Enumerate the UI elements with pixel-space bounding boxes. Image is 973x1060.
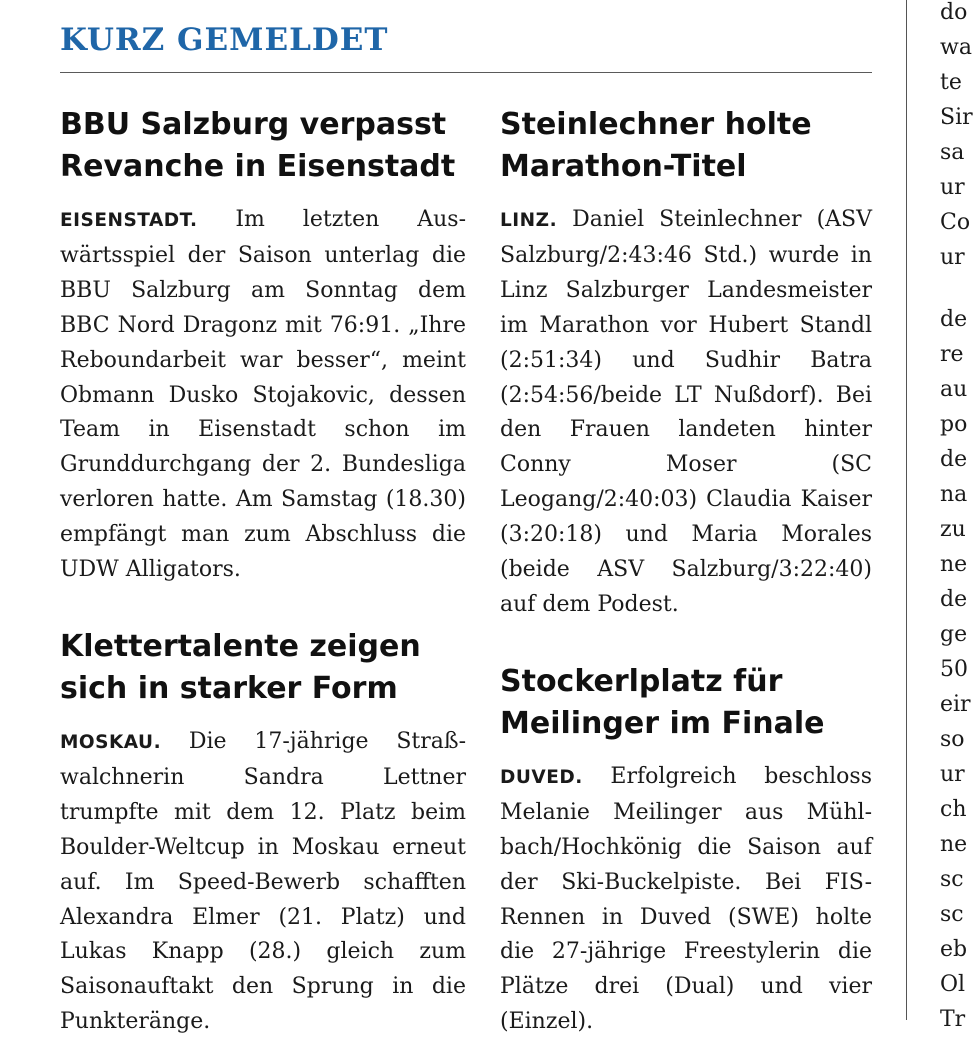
article-dateline: MOSKAU. xyxy=(60,731,162,753)
article-headline: Klettertalente zeigen sich in starker Form xyxy=(60,628,421,706)
edge-text-fragment: do xyxy=(940,0,968,25)
edge-text-fragment: ge xyxy=(940,622,968,647)
edge-text-fragment: Sir xyxy=(940,105,973,130)
edge-text-fragment: de xyxy=(940,587,968,612)
edge-text-fragment: ne xyxy=(940,832,968,857)
edge-text-fragment: sa xyxy=(940,140,965,165)
edge-text-fragment: sc xyxy=(940,867,964,892)
article-text: Daniel Steinlechner (ASV Salzburg/2:43:46 Std.) wurde in Linz Salzburger Landesmeister im Marathon vor Hubert Standl (2:51:34) und Sudhir Batra (2:54:56/beide LT Nußdorf). Bei den Frauen landeten hinter Conny Moser (SC Leogang/2:40:03) Claudia Kaiser (3:20:18) und Maria Morales (beide ASV Salzburg/3:22:40) auf dem Podest. xyxy=(500,207,872,617)
edge-text-fragment: ur xyxy=(940,175,965,200)
edge-text-fragment: ne xyxy=(940,552,968,577)
section-title: KURZ GEMELDET xyxy=(60,22,389,58)
edge-text-fragment: te xyxy=(940,70,962,95)
article-dateline: DUVED. xyxy=(500,766,583,788)
article-body xyxy=(500,760,872,1040)
article-text: Erfolgreich beschloss Melanie Meilinger aus Mühlbach/Hochkönig die Saison auf der Ski-Buckelpiste. Bei FIS-Rennen in Duved (SWE) holte die 27-jährige Freestylerin die Plätze drei (Dual) und vier (Einzel). xyxy=(500,763,872,1035)
edge-text-fragment: ur xyxy=(940,245,965,270)
article-klettertalente xyxy=(60,626,466,1040)
article-headline: BBU Salzburg verpasst Revanche in Eisenstadt xyxy=(60,107,456,184)
column-middle xyxy=(500,104,872,1040)
article-dateline: EISENSTADT. xyxy=(60,210,198,231)
column-divider xyxy=(906,0,907,1020)
article-text: Im letzten Auswärtsspiel der Saison unterlag die BBU Salzburg am Sonntag dem BBC Nord Dragonz mit 76:91. „Ihre Reboundarbeit war besser“, meint Obmann Dusko Stojakovic, dessen Team in Eisenstadt schon im Grunddurchgang der 2. Bundesliga verloren hatte. Am Samstag (18.30) empfängt man zum Abschluss die UDW Alligators. xyxy=(60,207,466,583)
section-divider xyxy=(60,72,872,73)
edge-text-fragment: de xyxy=(940,447,968,472)
cropped-column-edge xyxy=(940,0,973,1060)
edge-text-fragment: Ol xyxy=(940,972,966,997)
column-left xyxy=(60,104,466,1040)
edge-text-fragment: po xyxy=(940,412,968,437)
edge-text-fragment: so xyxy=(940,727,965,752)
article-body xyxy=(500,203,872,623)
article-dateline: LINZ. xyxy=(500,210,558,231)
edge-text-fragment: 50 xyxy=(940,657,968,682)
edge-text-fragment: wa xyxy=(940,35,972,60)
article-headline: Stockerlplatz für Meilinger im Finale xyxy=(500,663,825,741)
article-bbu-salzburg xyxy=(60,104,466,588)
edge-text-fragment: na xyxy=(940,482,968,507)
edge-text-fragment: au xyxy=(940,377,968,402)
edge-text-fragment: sc xyxy=(940,902,964,927)
edge-text-fragment: Co xyxy=(940,210,971,235)
edge-text-fragment: ur xyxy=(940,762,965,787)
article-headline: Steinlechner holte Marathon-Titel xyxy=(500,107,812,184)
edge-text-fragment: re xyxy=(940,342,964,367)
article-steinlechner xyxy=(500,104,872,623)
edge-text-fragment: ch xyxy=(940,797,967,822)
article-meilinger xyxy=(500,661,872,1040)
article-body xyxy=(60,725,466,1040)
edge-text-fragment: zu xyxy=(940,517,966,542)
edge-text-fragment: eir xyxy=(940,692,971,717)
article-body xyxy=(60,203,466,588)
edge-text-fragment: eb xyxy=(940,937,968,962)
edge-text-fragment: Tr xyxy=(940,1007,966,1032)
article-text: Die 17-jährige Straßwalchnerin Sandra Lettner trumpfte mit dem 12. Platz beim Boulder-Weltcup in Moskau erneut auf. Im Speed-Bewerb schafften Alexandra Elmer (21. Platz) und Lukas Knapp (28.) gleich zum Saisonauftakt den Sprung in die Punkteränge. xyxy=(60,728,466,1035)
edge-text-fragment: de xyxy=(940,307,968,332)
